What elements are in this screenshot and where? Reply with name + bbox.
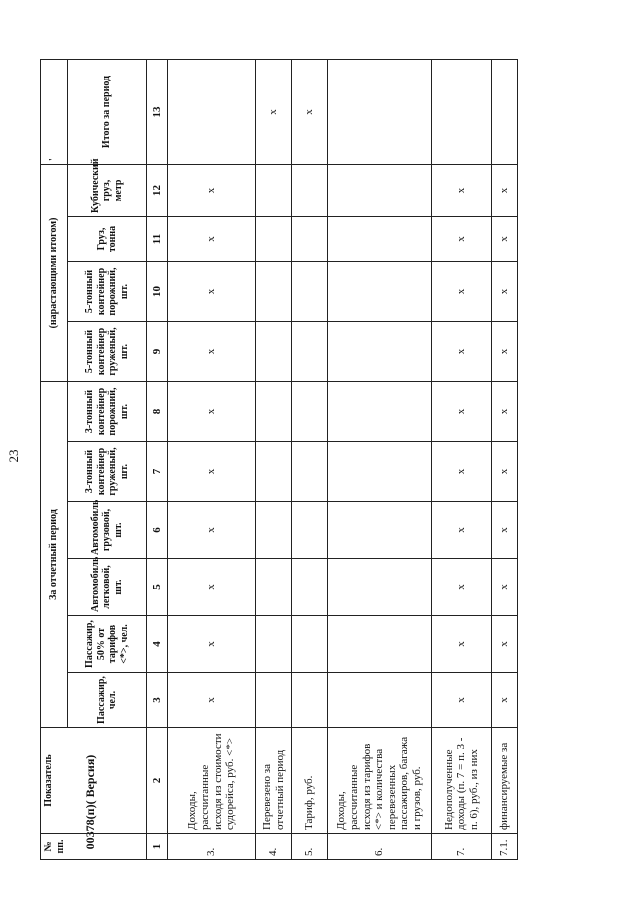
- row-number: 7.1.: [492, 834, 518, 860]
- table-row: [328, 59, 432, 859]
- table-cell: [328, 442, 432, 502]
- column-numbers-row: [147, 59, 168, 859]
- page-number: 23: [6, 449, 21, 463]
- table-cell: х: [492, 559, 518, 616]
- row-label: Тариф, руб.: [292, 728, 328, 834]
- table-cell: х: [492, 502, 518, 559]
- table-cell: [292, 217, 328, 262]
- table-cell: х: [432, 559, 492, 616]
- table-cell: [256, 442, 292, 502]
- subheader-col-12: Кубический груз, метр: [68, 164, 147, 216]
- table-cell: [256, 559, 292, 616]
- table-cell: [328, 616, 432, 673]
- table-cell: х: [492, 616, 518, 673]
- subheader-col-9: 5-тонный контейнер груженый, шт.: [68, 322, 147, 382]
- table-cell: [328, 59, 432, 164]
- column-number: 10: [147, 262, 168, 322]
- table-row: [492, 59, 518, 859]
- table-cell: х: [432, 262, 492, 322]
- row-number: 7.: [432, 834, 492, 860]
- row-label: Перевезено за отчетный период: [256, 728, 292, 834]
- table-cell: х: [432, 164, 492, 216]
- table-cell: [292, 502, 328, 559]
- table-cell: х: [168, 262, 256, 322]
- table-cell: х: [292, 59, 328, 164]
- column-number: 9: [147, 322, 168, 382]
- table-cell: [292, 382, 328, 442]
- table-cell: [328, 322, 432, 382]
- column-number: 8: [147, 382, 168, 442]
- subheader-col-13: Итого за период: [68, 59, 147, 164]
- table-cell: х: [492, 262, 518, 322]
- header-no: № пп.: [41, 834, 147, 860]
- table-cell: [168, 59, 256, 164]
- column-number: 2: [147, 728, 168, 834]
- table-cell: х: [492, 442, 518, 502]
- column-number: 1: [147, 834, 168, 860]
- table-cell: [256, 164, 292, 216]
- row-label: Недополученные доходы (п. 7 = п. 3 - п. 6), руб., из них: [432, 728, 492, 834]
- table-cell: [256, 217, 292, 262]
- table-cell: [256, 502, 292, 559]
- table-row: [292, 59, 328, 859]
- footer-code: 00378(п)( Версия): [83, 754, 97, 850]
- table-cell: х: [492, 217, 518, 262]
- table-cell: [328, 262, 432, 322]
- column-number: 6: [147, 502, 168, 559]
- subheader-col-7: 3-тонный контейнер груженый, шт.: [68, 442, 147, 502]
- table-cell: [292, 262, 328, 322]
- table-body: [168, 59, 518, 859]
- table-cell: х: [432, 382, 492, 442]
- table-cell: х: [492, 673, 518, 728]
- table-row: [432, 59, 492, 859]
- subheader-col-4: Пассажир, 50% от тарифов <*>, чел.: [68, 616, 147, 673]
- table-cell: [328, 164, 432, 216]
- table-cell: х: [168, 164, 256, 216]
- table-cell: [328, 673, 432, 728]
- table-cell: [328, 382, 432, 442]
- table-cell: х: [168, 382, 256, 442]
- header-cumulative: (нарастающими итогом): [41, 164, 68, 381]
- table-cell: х: [432, 616, 492, 673]
- table-cell: х: [256, 59, 292, 164]
- table-cell: [292, 322, 328, 382]
- column-number: 4: [147, 616, 168, 673]
- table-cell: х: [168, 442, 256, 502]
- table-cell: х: [168, 322, 256, 382]
- row-number: 4.: [256, 834, 292, 860]
- column-number: 7: [147, 442, 168, 502]
- table-cell: [292, 164, 328, 216]
- table-row: [168, 59, 256, 859]
- subheader-col-11: Груз, тонна: [68, 217, 147, 262]
- table-cell: [328, 502, 432, 559]
- subheader-col-3: Пассажир, чел.: [68, 673, 147, 728]
- table-row: [256, 59, 292, 859]
- row-label: финансируемые за: [492, 728, 518, 834]
- table-cell: [292, 442, 328, 502]
- table-cell: [492, 59, 518, 164]
- table-cell: х: [432, 502, 492, 559]
- table-cell: х: [492, 382, 518, 442]
- header-row-top: [41, 59, 68, 859]
- subheader-col-5: Автомобиль легковой, шт.: [68, 559, 147, 616]
- column-number: 12: [147, 164, 168, 216]
- subheader-col-6: Автомобиль грузовой, шт.: [68, 502, 147, 559]
- row-number: 6.: [328, 834, 432, 860]
- row-number: 3.: [168, 834, 256, 860]
- table-cell: х: [432, 673, 492, 728]
- subheader-col-8: 3-тонный контейнер порожний, шт.: [68, 382, 147, 442]
- column-number: 11: [147, 217, 168, 262]
- table-cell: [292, 616, 328, 673]
- table-cell: [328, 217, 432, 262]
- row-label: Доходы, рассчитанные исходя из стоимости судорейса, руб. <*>: [168, 728, 256, 834]
- row-number: 5.: [292, 834, 328, 860]
- table-cell: х: [432, 217, 492, 262]
- table-cell: х: [168, 502, 256, 559]
- table-cell: х: [168, 217, 256, 262]
- table-cell: [256, 322, 292, 382]
- subheader-col-10: 5-тонный контейнер порожний, шт.: [68, 262, 147, 322]
- table-cell: [256, 382, 292, 442]
- table-cell: [432, 59, 492, 164]
- column-number: 3: [147, 673, 168, 728]
- table-cell: [256, 673, 292, 728]
- header-corner-mark: ': [41, 59, 68, 164]
- column-number: 13: [147, 59, 168, 164]
- report-table: [40, 59, 518, 860]
- table-cell: х: [432, 322, 492, 382]
- table-cell: х: [168, 559, 256, 616]
- table-cell: [256, 616, 292, 673]
- table-cell: [328, 559, 432, 616]
- table-cell: х: [492, 164, 518, 216]
- rotated-sheet: [40, 60, 580, 860]
- table-cell: [292, 559, 328, 616]
- table-cell: [292, 673, 328, 728]
- table-cell: х: [432, 442, 492, 502]
- row-label: Доходы, рассчитанные исходя из тарифов <*> и количества перевезенных пассажиров, багажа и грузов, руб.: [328, 728, 432, 834]
- table-cell: х: [168, 673, 256, 728]
- table-cell: х: [168, 616, 256, 673]
- header-indicator: Показатель: [41, 728, 147, 834]
- column-number: 5: [147, 559, 168, 616]
- table-cell: х: [492, 322, 518, 382]
- header-period: За отчетный период: [41, 382, 68, 728]
- table-cell: [256, 262, 292, 322]
